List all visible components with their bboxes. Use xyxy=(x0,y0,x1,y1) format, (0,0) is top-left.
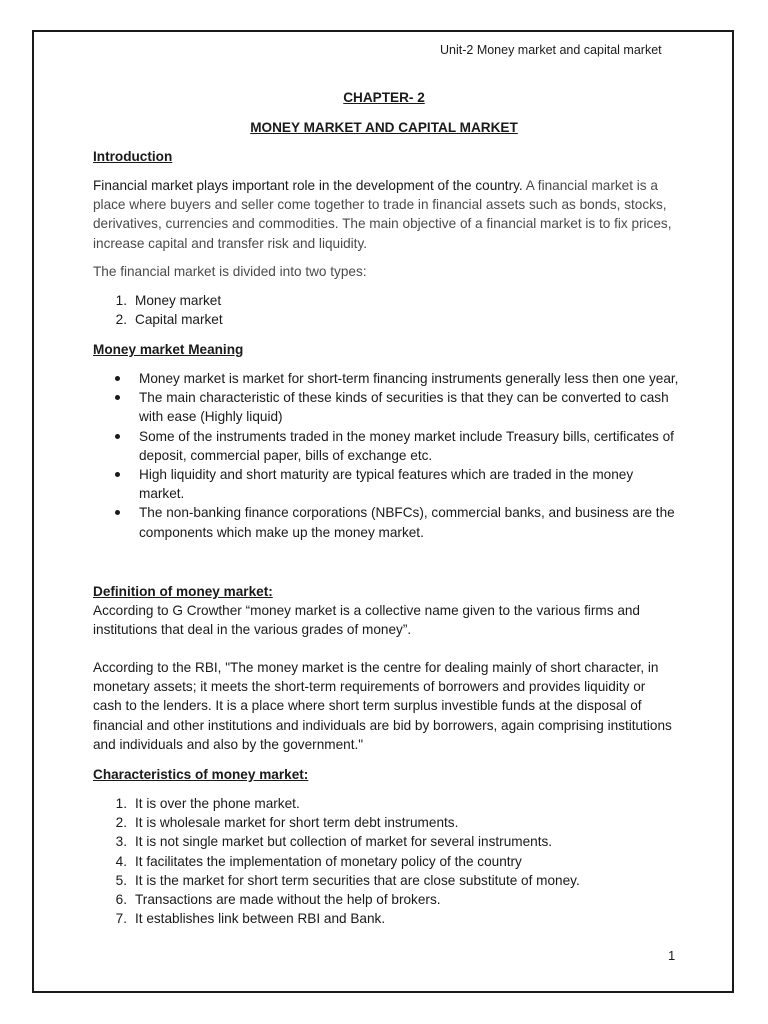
page-number: 1 xyxy=(668,948,676,963)
crowther-definition: According to G Crowther “money market is a collective name given to the various firms and institutions that deal in the various grades of money”. xyxy=(93,603,640,638)
chapter-title: MONEY MARKET AND CAPITAL MARKET xyxy=(250,120,518,135)
list-item: 5. It is the market for short term securities that are close substitute of money. xyxy=(115,872,580,888)
running-header: Unit-2 Money market and capital market xyxy=(440,43,662,57)
list-item: 6. Transactions are made without the help of brokers. xyxy=(115,892,441,908)
list-item: The main characteristic of these kinds of securities is that they can be converted to cash with ease (Highly liquid) xyxy=(93,388,675,426)
list-item: Money market is market for short-term financing instruments generally less then one year, xyxy=(93,369,675,388)
list-item: 1. It is over the phone market. xyxy=(115,796,300,811)
list-item: High liquidity and short maturity are typical features which are traded in the money market. xyxy=(93,465,675,503)
bullet-icon xyxy=(115,472,120,477)
list-item: 3. It is not single market but collection of market for several instruments. xyxy=(115,834,553,850)
market-types-list xyxy=(93,291,675,329)
introduction-lead-sentence: Financial market plays important role in the development of the country. xyxy=(93,178,523,193)
introduction-rest: A financial market is a place where buyers and seller come together to trade in financial assets such as bonds, stocks, derivatives, currencies and commodities. The main objective of a financial market is to fix prices, increase capital and transfer risk and liquidity. xyxy=(93,178,672,251)
list-item: 7. It establishes link between RBI and Bank. xyxy=(115,911,386,927)
bullet-icon xyxy=(115,434,120,439)
list-item: The non-banking finance corporations (NBFCs), commercial banks, and business are the components which make up the money market. xyxy=(93,503,675,541)
list-item: 2. It is wholesale market for short term debt instruments. xyxy=(115,815,459,831)
list-item: 1. Money market xyxy=(115,293,222,308)
money-market-meaning-list xyxy=(93,369,679,542)
characteristics-heading: Characteristics of money market: xyxy=(93,767,309,782)
money-market-meaning-heading: Money market Meaning xyxy=(93,342,244,357)
introduction-paragraph xyxy=(93,176,675,253)
bullet-icon xyxy=(115,376,120,381)
list-item: 2. Capital market xyxy=(115,312,223,328)
list-item: 4. It facilitates the implementation of monetary policy of the country xyxy=(115,853,522,869)
list-item: Some of the instruments traded in the money market include Treasury bills, certificates of deposit, commercial paper, bills of exchange etc. xyxy=(93,427,675,465)
definition-heading: Definition of money market: xyxy=(93,584,273,599)
introduction-heading: Introduction xyxy=(93,149,173,164)
rbi-definition: According to the RBI, "The money market is the centre for dealing mainly of short character, in monetary assets; it meets the short-term requirements of borrowers and provides liquidity or cash to the lenders. It is a place where short term surplus investible funds at the disposal of financial and other institutions and individuals are bid by borrowers, again comprising institutions and individuals and also by the government." xyxy=(93,660,672,752)
characteristics-list xyxy=(93,794,675,928)
chapter-label: CHAPTER- 2 xyxy=(343,90,425,105)
market-types-intro: The financial market is divided into two types: xyxy=(93,264,367,279)
